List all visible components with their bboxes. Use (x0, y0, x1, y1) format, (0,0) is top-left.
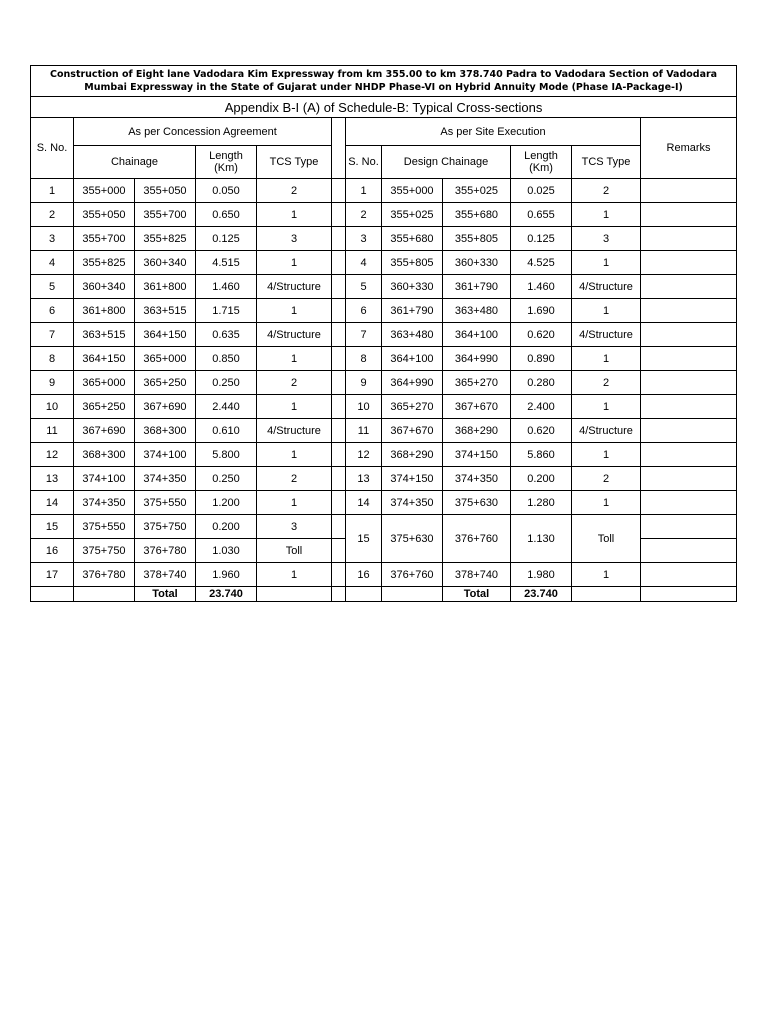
se-chainage-from-cell: 364+990 (382, 371, 443, 395)
se-tcs-type-cell: 1 (572, 563, 641, 587)
site-length-header-line1: Length (524, 150, 558, 162)
se-sno-cell: 8 (346, 347, 382, 371)
site-tcs-type-header: TCS Type (572, 146, 641, 179)
se-length-cell: 0.655 (511, 203, 572, 227)
total-empty-cell (257, 587, 332, 602)
ca-length-cell: 0.850 (196, 347, 257, 371)
site-length-header-line2: (Km) (529, 162, 553, 174)
ca-chainage-to-cell: 374+100 (135, 443, 196, 467)
ca-sno-cell: 1 (31, 179, 74, 203)
remarks-cell (641, 323, 737, 347)
se-chainage-from-cell: 361+790 (382, 299, 443, 323)
remarks-cell (641, 563, 737, 587)
ca-length-cell: 1.030 (196, 539, 257, 563)
se-chainage-to-cell: 355+680 (443, 203, 511, 227)
se-tcs-type-cell: 4/Structure (572, 419, 641, 443)
ca-sno-cell: 14 (31, 491, 74, 515)
ca-chainage-to-cell: 361+800 (135, 275, 196, 299)
length-header (196, 146, 257, 179)
table-row (31, 515, 737, 539)
table-row (31, 563, 737, 587)
se-length-cell: 4.525 (511, 251, 572, 275)
se-chainage-from-cell: 374+350 (382, 491, 443, 515)
column-gap (332, 443, 346, 467)
column-gap (332, 395, 346, 419)
se-length-cell: 0.025 (511, 179, 572, 203)
table-row (31, 251, 737, 275)
column-gap (332, 491, 346, 515)
se-sno-cell: 11 (346, 419, 382, 443)
ca-length-cell: 4.515 (196, 251, 257, 275)
se-length-cell: 0.620 (511, 419, 572, 443)
se-length-cell: 0.125 (511, 227, 572, 251)
ca-length-cell: 1.200 (196, 491, 257, 515)
ca-chainage-to-cell: 374+350 (135, 467, 196, 491)
se-tcs-type-cell: 2 (572, 467, 641, 491)
table-row (31, 371, 737, 395)
table-row (31, 299, 737, 323)
se-sno-cell: 16 (346, 563, 382, 587)
se-length-cell: 5.860 (511, 443, 572, 467)
column-gap (332, 323, 346, 347)
table-row (31, 467, 737, 491)
totals-row (31, 587, 737, 602)
document-title-line1: Construction of Eight lane Vadodara Kim Expressway from km 355.00 to km 378.740 Padra to Vadodara Section of Vadodara (50, 69, 718, 80)
se-chainage-from-cell: 363+480 (382, 323, 443, 347)
se-tcs-type-cell: 2 (572, 371, 641, 395)
ca-tcs-type-cell: 4/Structure (257, 275, 332, 299)
ca-chainage-to-cell: 365+250 (135, 371, 196, 395)
remarks-cell (641, 515, 737, 539)
se-tcs-type-cell: 1 (572, 203, 641, 227)
table-row (31, 419, 737, 443)
se-chainage-to-cell: 363+480 (443, 299, 511, 323)
ca-sno-cell: 17 (31, 563, 74, 587)
ca-chainage-to-cell: 367+690 (135, 395, 196, 419)
document-title (31, 66, 737, 97)
ca-chainage-from-cell: 375+550 (74, 515, 135, 539)
ca-tcs-type-cell: 2 (257, 371, 332, 395)
ca-length-cell: 0.635 (196, 323, 257, 347)
se-chainage-from-cell: 364+100 (382, 347, 443, 371)
ca-sno-cell: 8 (31, 347, 74, 371)
ca-sno-cell: 16 (31, 539, 74, 563)
tcs-type-header: TCS Type (257, 146, 332, 179)
se-sno-cell: 10 (346, 395, 382, 419)
se-chainage-to-cell: 364+100 (443, 323, 511, 347)
ca-sno-cell: 6 (31, 299, 74, 323)
remarks-header: Remarks (641, 118, 737, 179)
site-sno-header: S. No. (346, 146, 382, 179)
ca-length-cell: 1.715 (196, 299, 257, 323)
ca-tcs-type-cell: 4/Structure (257, 419, 332, 443)
se-length-cell: 1.980 (511, 563, 572, 587)
se-tcs-type-cell: 3 (572, 227, 641, 251)
table-row (31, 227, 737, 251)
se-chainage-to-cell: 374+350 (443, 467, 511, 491)
site-length-header (511, 146, 572, 179)
ca-chainage-from-cell: 355+825 (74, 251, 135, 275)
se-total-value: 23.740 (511, 587, 572, 602)
total-empty-cell (346, 587, 382, 602)
length-header-line1: Length (209, 150, 243, 162)
se-chainage-to-cell: 360+330 (443, 251, 511, 275)
ca-length-cell: 0.200 (196, 515, 257, 539)
ca-chainage-to-cell: 363+515 (135, 299, 196, 323)
ca-chainage-to-cell: 364+150 (135, 323, 196, 347)
ca-chainage-from-cell: 376+780 (74, 563, 135, 587)
se-total-label: Total (443, 587, 511, 602)
ca-chainage-from-cell: 355+700 (74, 227, 135, 251)
total-empty-cell (74, 587, 135, 602)
se-sno-cell: 9 (346, 371, 382, 395)
ca-tcs-type-cell: Toll (257, 539, 332, 563)
ca-total-value: 23.740 (196, 587, 257, 602)
ca-tcs-type-cell: 1 (257, 563, 332, 587)
ca-chainage-to-cell: 376+780 (135, 539, 196, 563)
se-length-cell: 1.130 (511, 515, 572, 563)
total-empty-cell (641, 587, 737, 602)
ca-tcs-type-cell: 3 (257, 227, 332, 251)
se-chainage-to-cell: 355+025 (443, 179, 511, 203)
table-row (31, 395, 737, 419)
se-chainage-to-cell: 378+740 (443, 563, 511, 587)
se-tcs-type-cell: 4/Structure (572, 323, 641, 347)
table-row (31, 323, 737, 347)
remarks-cell (641, 203, 737, 227)
column-gap (332, 515, 346, 539)
cross-section-table (30, 65, 737, 602)
se-tcs-type-cell: 1 (572, 491, 641, 515)
ca-chainage-from-cell: 368+300 (74, 443, 135, 467)
ca-sno-cell: 5 (31, 275, 74, 299)
se-length-cell: 0.280 (511, 371, 572, 395)
ca-tcs-type-cell: 4/Structure (257, 323, 332, 347)
se-sno-cell: 2 (346, 203, 382, 227)
ca-length-cell: 0.050 (196, 179, 257, 203)
ca-tcs-type-cell: 1 (257, 299, 332, 323)
remarks-cell (641, 371, 737, 395)
remarks-cell (641, 347, 737, 371)
column-gap (332, 118, 346, 179)
remarks-cell (641, 275, 737, 299)
column-gap (332, 299, 346, 323)
ca-chainage-to-cell: 378+740 (135, 563, 196, 587)
table-row (31, 179, 737, 203)
se-sno-cell: 7 (346, 323, 382, 347)
ca-chainage-from-cell: 360+340 (74, 275, 135, 299)
se-length-cell: 0.620 (511, 323, 572, 347)
ca-chainage-to-cell: 375+750 (135, 515, 196, 539)
se-length-cell: 0.890 (511, 347, 572, 371)
se-tcs-type-cell: 1 (572, 395, 641, 419)
ca-chainage-from-cell: 365+000 (74, 371, 135, 395)
ca-length-cell: 1.960 (196, 563, 257, 587)
se-chainage-from-cell: 355+680 (382, 227, 443, 251)
remarks-cell (641, 299, 737, 323)
ca-sno-cell: 11 (31, 419, 74, 443)
se-length-cell: 1.460 (511, 275, 572, 299)
se-chainage-to-cell: 365+270 (443, 371, 511, 395)
total-empty-cell (572, 587, 641, 602)
ca-length-cell: 0.250 (196, 467, 257, 491)
column-gap (332, 467, 346, 491)
se-chainage-to-cell: 364+990 (443, 347, 511, 371)
length-header-line2: (Km) (214, 162, 238, 174)
se-sno-cell: 5 (346, 275, 382, 299)
ca-sno-cell: 13 (31, 467, 74, 491)
table-row (31, 347, 737, 371)
ca-sno-cell: 15 (31, 515, 74, 539)
ca-tcs-type-cell: 1 (257, 203, 332, 227)
ca-length-cell: 1.460 (196, 275, 257, 299)
ca-chainage-to-cell: 355+050 (135, 179, 196, 203)
column-gap (332, 227, 346, 251)
total-empty-cell (31, 587, 74, 602)
table-row (31, 443, 737, 467)
se-chainage-from-cell: 374+150 (382, 467, 443, 491)
table-row (31, 203, 737, 227)
ca-chainage-from-cell: 363+515 (74, 323, 135, 347)
se-tcs-type-cell: 1 (572, 251, 641, 275)
se-chainage-to-cell: 355+805 (443, 227, 511, 251)
ca-total-label: Total (135, 587, 196, 602)
ca-tcs-type-cell: 1 (257, 347, 332, 371)
ca-length-cell: 2.440 (196, 395, 257, 419)
se-sno-cell: 14 (346, 491, 382, 515)
ca-sno-cell: 4 (31, 251, 74, 275)
column-gap (332, 419, 346, 443)
se-length-cell: 1.690 (511, 299, 572, 323)
column-gap (332, 347, 346, 371)
se-tcs-type-cell: Toll (572, 515, 641, 563)
se-chainage-to-cell: 367+670 (443, 395, 511, 419)
se-sno-cell: 3 (346, 227, 382, 251)
ca-sno-cell: 2 (31, 203, 74, 227)
se-sno-cell: 15 (346, 515, 382, 563)
ca-tcs-type-cell: 1 (257, 395, 332, 419)
se-sno-cell: 13 (346, 467, 382, 491)
se-chainage-to-cell: 376+760 (443, 515, 511, 563)
table-row (31, 491, 737, 515)
remarks-cell (641, 539, 737, 563)
se-chainage-from-cell: 355+805 (382, 251, 443, 275)
ca-tcs-type-cell: 2 (257, 467, 332, 491)
appendix-title: Appendix B-I (A) of Schedule-B: Typical Cross-sections (31, 97, 737, 118)
se-length-cell: 0.200 (511, 467, 572, 491)
chainage-header: Chainage (74, 146, 196, 179)
ca-chainage-from-cell: 355+000 (74, 179, 135, 203)
se-chainage-from-cell: 367+670 (382, 419, 443, 443)
ca-chainage-from-cell: 364+150 (74, 347, 135, 371)
column-gap (332, 275, 346, 299)
ca-chainage-to-cell: 368+300 (135, 419, 196, 443)
remarks-cell (641, 251, 737, 275)
ca-chainage-to-cell: 375+550 (135, 491, 196, 515)
document-title-line2: Mumbai Expressway in the State of Gujarat under NHDP Phase-VI on Hybrid Annuity Mode (Phase IA-Package-I) (84, 82, 683, 93)
ca-sno-cell: 9 (31, 371, 74, 395)
se-length-cell: 1.280 (511, 491, 572, 515)
remarks-cell (641, 491, 737, 515)
se-chainage-to-cell: 361+790 (443, 275, 511, 299)
ca-length-cell: 0.610 (196, 419, 257, 443)
se-chainage-from-cell: 368+290 (382, 443, 443, 467)
remarks-cell (641, 443, 737, 467)
se-chainage-from-cell: 365+270 (382, 395, 443, 419)
ca-chainage-from-cell: 367+690 (74, 419, 135, 443)
remarks-cell (641, 179, 737, 203)
remarks-cell (641, 467, 737, 491)
se-tcs-type-cell: 1 (572, 443, 641, 467)
ca-length-cell: 5.800 (196, 443, 257, 467)
ca-chainage-from-cell: 374+100 (74, 467, 135, 491)
ca-chainage-from-cell: 375+750 (74, 539, 135, 563)
ca-chainage-to-cell: 365+000 (135, 347, 196, 371)
se-sno-cell: 6 (346, 299, 382, 323)
ca-chainage-from-cell: 365+250 (74, 395, 135, 419)
ca-sno-cell: 3 (31, 227, 74, 251)
ca-chainage-from-cell: 361+800 (74, 299, 135, 323)
se-chainage-to-cell: 375+630 (443, 491, 511, 515)
se-sno-cell: 1 (346, 179, 382, 203)
se-chainage-from-cell: 375+630 (382, 515, 443, 563)
table-row (31, 275, 737, 299)
se-chainage-to-cell: 374+150 (443, 443, 511, 467)
ca-length-cell: 0.250 (196, 371, 257, 395)
ca-length-cell: 0.650 (196, 203, 257, 227)
ca-sno-cell: 12 (31, 443, 74, 467)
column-gap (332, 587, 346, 602)
ca-tcs-type-cell: 2 (257, 179, 332, 203)
ca-tcs-type-cell: 1 (257, 251, 332, 275)
cross-section-document (30, 65, 736, 602)
se-chainage-from-cell: 376+760 (382, 563, 443, 587)
ca-tcs-type-cell: 1 (257, 443, 332, 467)
ca-chainage-to-cell: 360+340 (135, 251, 196, 275)
site-execution-header: As per Site Execution (346, 118, 641, 146)
se-sno-cell: 12 (346, 443, 382, 467)
se-sno-cell: 4 (346, 251, 382, 275)
remarks-cell (641, 419, 737, 443)
column-gap (332, 371, 346, 395)
column-gap (332, 251, 346, 275)
ca-tcs-type-cell: 3 (257, 515, 332, 539)
se-length-cell: 2.400 (511, 395, 572, 419)
se-tcs-type-cell: 2 (572, 179, 641, 203)
se-tcs-type-cell: 1 (572, 347, 641, 371)
column-gap (332, 203, 346, 227)
ca-chainage-from-cell: 355+050 (74, 203, 135, 227)
column-gap (332, 563, 346, 587)
remarks-cell (641, 227, 737, 251)
se-chainage-from-cell: 360+330 (382, 275, 443, 299)
column-gap (332, 179, 346, 203)
design-chainage-header: Design Chainage (382, 146, 511, 179)
se-chainage-to-cell: 368+290 (443, 419, 511, 443)
se-chainage-from-cell: 355+000 (382, 179, 443, 203)
column-gap (332, 539, 346, 563)
ca-tcs-type-cell: 1 (257, 491, 332, 515)
se-tcs-type-cell: 4/Structure (572, 275, 641, 299)
sno-header: S. No. (31, 118, 74, 179)
total-empty-cell (382, 587, 443, 602)
se-tcs-type-cell: 1 (572, 299, 641, 323)
ca-chainage-to-cell: 355+825 (135, 227, 196, 251)
concession-header: As per Concession Agreement (74, 118, 332, 146)
ca-sno-cell: 10 (31, 395, 74, 419)
se-chainage-from-cell: 355+025 (382, 203, 443, 227)
ca-sno-cell: 7 (31, 323, 74, 347)
remarks-cell (641, 395, 737, 419)
ca-chainage-from-cell: 374+350 (74, 491, 135, 515)
ca-length-cell: 0.125 (196, 227, 257, 251)
ca-chainage-to-cell: 355+700 (135, 203, 196, 227)
